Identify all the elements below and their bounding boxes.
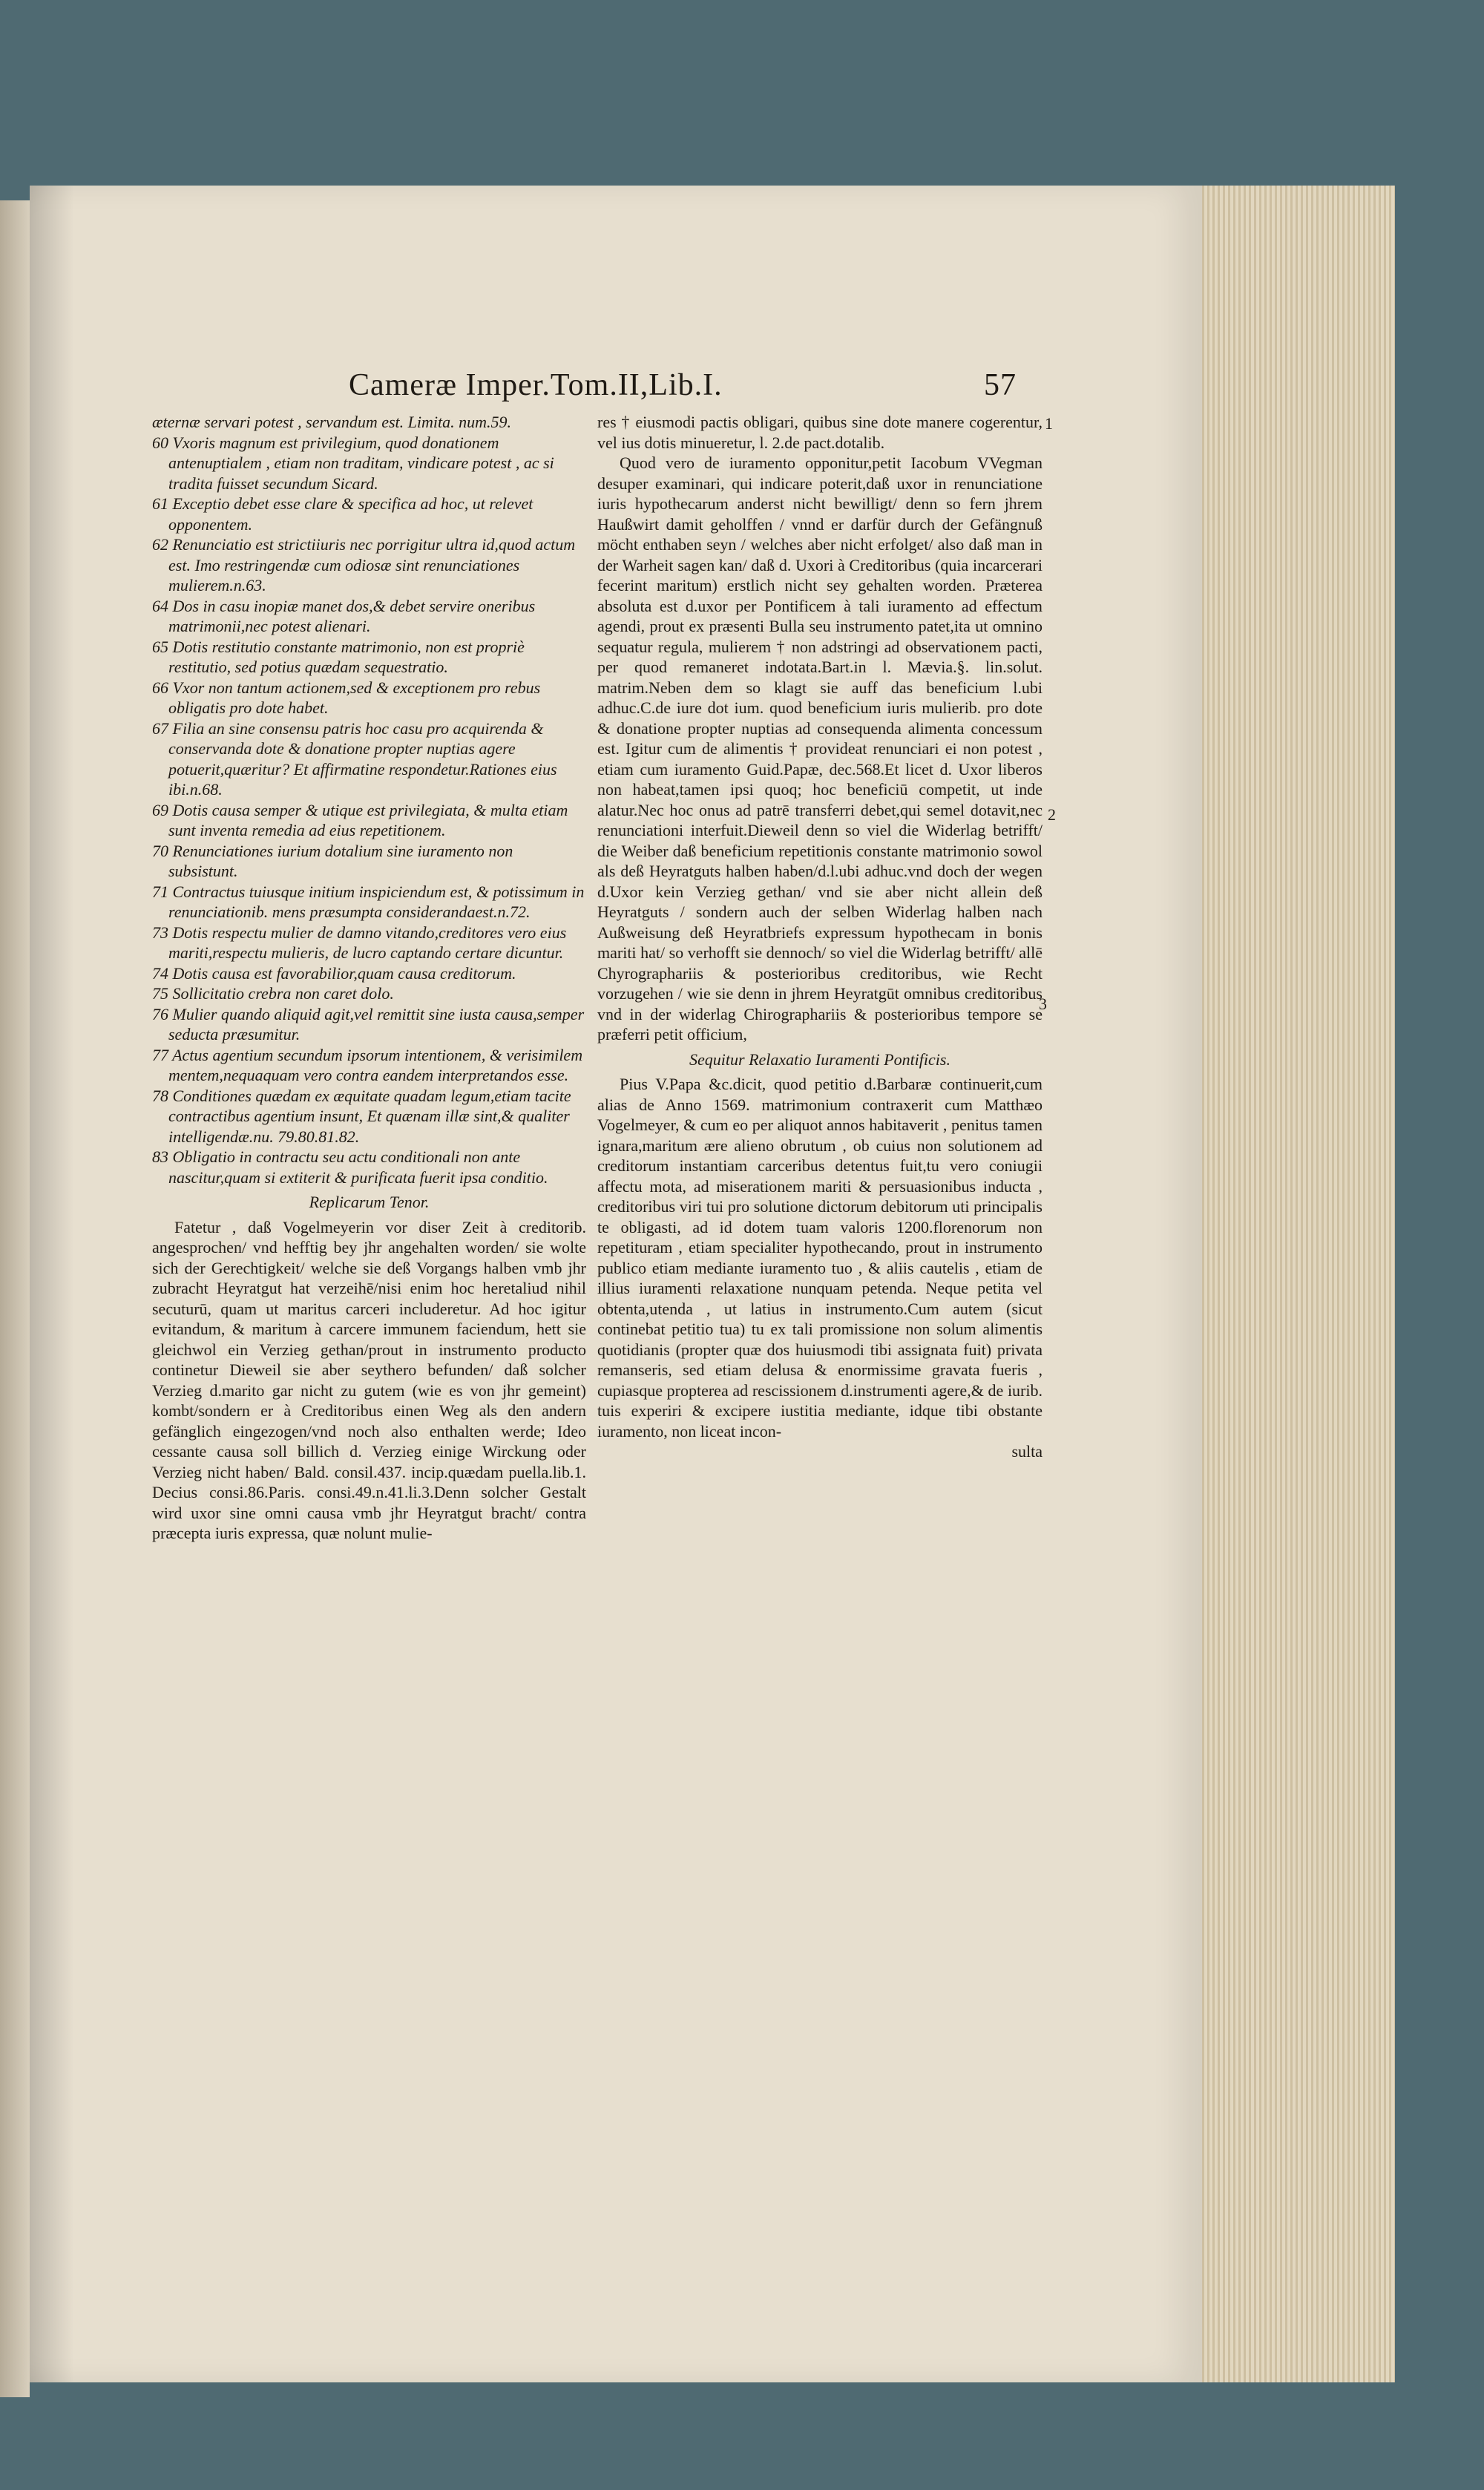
page-number: 57 (984, 368, 1017, 402)
index-entry: 66 Vxor non tantum actionem,sed & exceptionem pro rebus obligatis pro dote habet. (152, 678, 541, 717)
running-title: Cameræ Imper.Tom.II,Lib.I. (349, 368, 723, 402)
right-column (597, 412, 1043, 1462)
index-entry: 60 Vxoris magnum est privilegium, quod donationem antenuptialem , etiam non traditam, vindicare potest , ac si tradita fuisset secundum Sicard. (152, 433, 554, 493)
index-entry: 69 Dotis causa semper & utique est privilegiata, & multa etiam sunt inventa remedia ad eius repetitionem. (152, 800, 568, 839)
index-entry: 67 Filia an sine consensu patris hoc casu pro acquirenda & conservanda dote & donatione propter nuptias agere potuerit,quæritur? Et affirmatine respondetur.Rationes eius ibi.n.68. (152, 718, 557, 799)
index-entry: 62 Renunciatio est strictiiuris nec porrigitur ultra id,quod actum est. Imo restringendæ cum odiosæ sint renunciationes mulierem.n.63. (152, 535, 576, 594)
index-entry: 73 Dotis respectu mulier de damno vitando,creditores vero eius mariti,respectu mulieris, de lucro captando certare dicuntur. (152, 923, 567, 962)
previous-page-edge (0, 200, 30, 2397)
section-heading: Replicarum Tenor. (309, 1193, 430, 1211)
margin-note: 1 (1045, 414, 1053, 433)
book-fore-edge (1202, 186, 1395, 2382)
index-entry: 61 Exceptio debet esse clare & specifica ad hoc, ut relevet opponentem. (152, 494, 533, 534)
section-heading: Sequitur Relaxatio Iuramenti Pontificis. (689, 1049, 951, 1069)
index-entry: æternæ servari potest , servandum est. Limita. num.59. (152, 413, 511, 431)
index-entry: 76 Mulier quando aliquid agit,vel remittit sine iusta causa,semper seducta præsumitur. (152, 1004, 585, 1043)
body-paragraph: Fatetur , daß Vogelmeyerin vor diser Zeit à creditorib. angesprochen/ vnd hefftig bey jhr angehalten worden/ sie wolte sich der Gerechtigkeit/ welche sie deß Vorgangs halben vmb jhr zubracht Heyratgut hat verzeihē/nisi enim hoc heretaliud nihil secuturū, quam ut maritus carceri includeretur. Ad hoc igitur evitandum, & maritum à carcere immunem faciendum, hett sie gleichwol ein Verzieg gethan/prout in instrumento producto continetur Dieweil sie aber seythero befunden/ daß solcher Verzieg d.marito gar nicht zu gutem (wie es von jhr gemeint) kombt/sondern er à Creditoribus einen Weg als den andern gefänglich eingezogen/vnd noch also enthalten werde; Ideo cessante causa soll billich d. Verzieg einige Wirckung oder Verzieg nicht haben/ Bald. consil.437. incip.quædam puella.lib.1. Decius consi.86.Paris. consi.49.n.41.li.3.Denn solcher Gestalt wird uxor sine omni causa vmb jhr Heyratgut bracht/ contra præcepta iuris expressa, quæ nolunt mulie- (152, 1217, 586, 1542)
index-entry: 78 Conditiones quædam ex æquitate quadam legum,etiam tacite contractibus agentium insunt, Et quænam illæ sint,& qualiter intelligendæ.nu. 79.80.81.82. (152, 1086, 571, 1146)
body-paragraph: Pius V.Papa &c.dicit, quod petitio d.Barbaræ continuerit,cum alias de Anno 1569. matrimonium contraxerit cum Matthæo Vogelmeyer, & cum eo per aliquot annos habitaverit , penitus tamen ignara,maritum ære alieno obrutum , ob cuius non solutionem ad creditorum instantiam carceribus detentus fuit,tu vero coniugii affectu mota, ad miserationem mariti & persuasionibus inducta , creditoribus viri tui pro solutione dictorum debitorum uti principalis te obligasti, ad id dotem tuam valoris 1200.florenorum non repetituram , etiam specialiter hypothecando, prout in instrumento publico etiam mediante iuramento tuo , & aliis cautelis , etiam de illius iuramenti relaxatione nunquam petenda. Neque petita vel obtenta,utenda , ut latius in instrumento.Cum autem (sicut continebat petitio tua) tu ex tali promissione non solum alimentis quotidianis (propter quæ dos huiusmodi tibi assignata fuit) privata remanseris, sed etiam delusa & enormissime gravata fueris , cupiasque propterea ad rescissionem d.instrumenti agere,& de iurib. tuis experiri & excipere iustitia mediante, idque tibi obstante iuramento, non liceat incon- (597, 1075, 1043, 1441)
index-entry: 65 Dotis restitutio constante matrimonio, non est propriè restitutio, sed potius quædam sequestratio. (152, 637, 525, 676)
index-entry: 74 Dotis causa est favorabilior,quam causa creditorum. (152, 963, 516, 983)
body-paragraph: res † eiusmodi pactis obligari, quibus sine dote manere cogerentur, vel ius dotis minueretur, l. 2.de pact.dotalib. (597, 413, 1043, 452)
margin-note: 2 (1048, 805, 1056, 824)
running-header (349, 367, 1017, 403)
index-entry: 83 Obligatio in contractu seu actu conditionali non ante nascitur,quam si extiterit & purificata fuerit ipsa conditio. (152, 1147, 548, 1187)
margin-note: 3 (1039, 995, 1047, 1013)
body-paragraph: Quod vero de iuramento opponitur,petit Iacobum VVegman desuper examinari, qui indicare poterit,daß uxor in renunciatione iuris hypothecarum anderst nicht bewilligt/ denn so fern jhrem Haußwirt damit geholffen / vnnd er darfür durch der Gefängnuß möcht enthaben seyn / welches aber nicht erfolget/ also daß man in der Warheit sagen kan/ daß d. Uxori à Creditoribus (quia incarcerari fecerint maritum) erstlich nicht sey gehalten worden. Præterea absoluta est d.uxor per Pontificem à tali iuramento ad effectum agendi, prout ex præsenti Bulla seu instrumento patet,ita ut omnino sequatur regula, mulierem † non adstringi ad observationem pacti, per quod remaneret indotata.Bart.in l. Mævia.§. lin.solut. matrim.Neben dem so klagt sie auff das beneficium l.ubi adhuc.C.de iure dot ium. quod beneficium iuris mulierib. pro dote & donatione propter nuptias ad consequenda alimenta concessum est. Igitur cum de alimentis † provideat renunciari ei non potest , etiam cum iuramento Guid.Papæ, dec.568.Et licet d. Uxor liberos non habeat,tamen ipsi quoq; hoc beneficiū competit, ut inde alatur.Nec hoc onus ad patrē transferri debet,qui semel dotavit,nec renunciationi interfuit.Dieweil denn so viel die Widerlag betrifft/ die Weiber daß beneficium repetitionis constante matrimonio sowol als deß Heyratguts halben haben/d.l.ubi adhuc.vnd doch der wegen d.Uxor kein Verzieg gethan/ vnd sie aber nicht allein deß Heyratguts / sondern auch der selben Widerlag halben nach Außweisung deß Heyratbriefs expressum hypothecam in bonis mariti hat/ so verhofft sie dennoch/ so viel die Widerlag betrifft/ allē Chyrographariis & posterioribus creditoribus, wie Recht vorzugehen / wie sie denn in jhrem Heyratgūt omnibus creditoribus vnd in der widerlag Chirographariis & posterioribus tempore se præferri petit officium, (597, 453, 1043, 1043)
page-gutter-shadow (30, 186, 74, 2382)
index-entry: 64 Dos in casu inopiæ manet dos,& debet servire oneribus matrimonii,nec potest alienari. (152, 596, 536, 635)
catchword: sulta (1011, 1442, 1043, 1461)
index-entry: 71 Contractus tuiusque initium inspiciendum est, & potissimum in renunciationib. mens præsumpta considerandaest.n.72. (152, 882, 585, 921)
index-entry: 77 Actus agentium secundum ipsorum intentionem, & verisimilem mentem,nequaquam vero contra eandem interpretandos esse. (152, 1045, 583, 1084)
index-entry: 70 Renunciationes iurium dotalium sine iuramento non subsistunt. (152, 841, 513, 880)
left-column (152, 412, 586, 1544)
index-entry: 75 Sollicitatio crebra non caret dolo. (152, 984, 394, 1003)
